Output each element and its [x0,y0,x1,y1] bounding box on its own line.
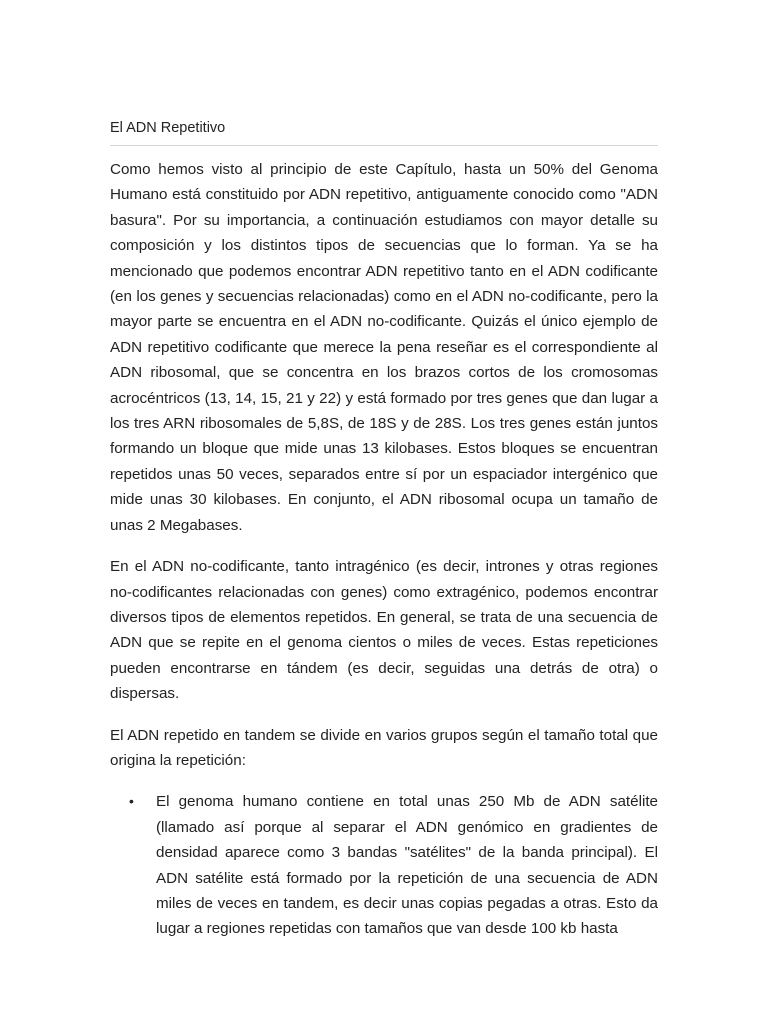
bullet-text: El genoma humano contiene en total unas 250 Mb de ADN satélite (llamado así porque al separar el ADN genómico en gradientes de densidad aparece como 3 bandas "satélites" de la banda principal). El ADN satélite está formado por la repetición de una secuencia de ADN miles de veces en tandem, es decir unas copias pegadas a otras. Esto da lugar a regiones repetidas con tamaños que van desde 100 kb hasta [156,793,658,938]
document-page [110,118,658,942]
paragraph-non-coding: En el ADN no-codificante, tanto intragénico (es decir, intrones y otras regiones no-codificantes relacionadas con genes) como extragénico, podemos encontrar diversos tipos de elementos repetidos. En general, se trata de una secuencia de ADN que se repite en el genoma cientos o miles de veces. Estas repeticiones pueden encontrarse en tándem (es decir, seguidas una detrás de otra) o dispersas. [110,558,658,703]
document-title: El ADN Repetitivo [110,118,658,146]
paragraph-intro: Como hemos visto al principio de este Capítulo, hasta un 50% del Genoma Humano está constituido por ADN repetitivo, antiguamente conocido como "ADN basura". Por su importancia, a continuación estudiamos con mayor detalle su composición y los distintos tipos de secuencias que lo forman. Ya se ha mencionado que podemos encontrar ADN repetitivo tanto en el ADN codificante (en los genes y secuencias relacionadas) como en el ADN no-codificante, pero la mayor parte se encuentra en el ADN no-codificante. Quizás el único ejemplo de ADN repetitivo codificante que merece la pena reseñar es el correspondiente al ADN ribosomal, que se concentra en los brazos cortos de los cromosomas acrocéntricos (13, 14, 15, 21 y 22) y está formado por tres genes que dan lugar a los tres ARN ribosomales de 5,8S, de 18S y de 28S. Los tres genes están juntos formando un bloque que mide unas 13 kilobases. Estos bloques se encuentran repetidos unas 50 veces, separados entre sí por un espaciador intergénico que mide unas 30 kilobases. En conjunto, el ADN ribosomal ocupa un tamaño de unas 2 Megabases. [110,161,658,534]
bullet-list [110,789,658,941]
paragraph-tandem: El ADN repetido en tandem se divide en varios grupos según el tamaño total que origina la repetición: [110,726,658,769]
bullet-marker-icon: • [129,793,134,810]
bullet-item-satellite [110,789,658,941]
